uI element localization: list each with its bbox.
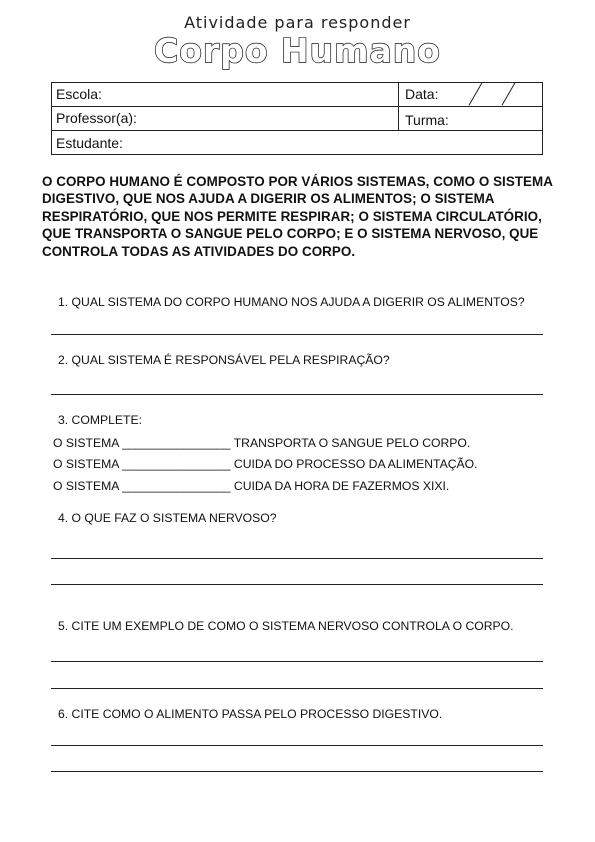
answer-line[interactable] [51, 334, 543, 335]
table-divider [52, 106, 542, 107]
date-separator [502, 82, 516, 105]
answer-line[interactable] [51, 394, 543, 395]
table-divider [398, 83, 399, 130]
question-2: 2. QUAL SISTEMA É RESPONSÁVEL PELA RESPIRAÇÃO? [58, 353, 390, 367]
class-field-label[interactable]: Turma: [405, 112, 449, 128]
question-5: 5. CITE UM EXEMPLO DE COMO O SISTEMA NERVOSO CONTROLA O CORPO. [58, 619, 514, 633]
question-4: 4. O QUE FAZ O SISTEMA NERVOSO? [58, 511, 277, 525]
question-6: 6. CITE COMO O ALIMENTO PASSA PELO PROCESSO DIGESTIVO. [58, 707, 443, 721]
student-field-label[interactable]: Estudante: [56, 135, 123, 151]
answer-line[interactable] [51, 688, 543, 689]
answer-line[interactable] [51, 771, 543, 772]
teacher-field-label[interactable]: Professor(a): [56, 110, 137, 126]
table-divider [52, 130, 542, 131]
question-3: 3. COMPLETE: [58, 413, 142, 427]
answer-line[interactable] [51, 745, 543, 746]
answer-line[interactable] [51, 584, 543, 585]
school-field-label[interactable]: Escola: [56, 86, 102, 102]
date-field-label[interactable]: Data: [405, 86, 439, 102]
complete-sentence[interactable]: O SISTEMA ________________ CUIDA DA HORA DE FAZERMOS XIXI. [53, 479, 450, 493]
complete-sentence[interactable]: O SISTEMA ________________ TRANSPORTA O SANGUE PELO CORPO. [53, 436, 471, 450]
question-1: 1. QUAL SISTEMA DO CORPO HUMANO NOS AJUDA A DIGERIR OS ALIMENTOS? [58, 295, 525, 309]
answer-line[interactable] [51, 661, 543, 662]
date-separator [469, 82, 483, 105]
intro-paragraph: O CORPO HUMANO É COMPOSTO POR VÁRIOS SISTEMAS, COMO O SISTEMA DIGESTIVO, QUE NOS AJUDA A DIGERIR OS ALIMENTOS; O SISTEMA RESPIRATÓRIO, QUE NOS PERMITE RESPIRAR; O SISTEMA CIRCULATÓRIO, QUE TRANSPORTA O SANGUE PELO CORPO; E O SISTEMA NERVOSO, QUE CONTROLA TODAS AS ATIVIDADES DO CORPO. [42, 174, 553, 259]
complete-sentence[interactable]: O SISTEMA ________________ CUIDA DO PROCESSO DA ALIMENTAÇÃO. [53, 457, 478, 471]
worksheet-title: Corpo Humano [154, 31, 441, 70]
worksheet-subtitle: Atividade para responder [184, 13, 411, 32]
student-info-table [51, 82, 543, 155]
answer-line[interactable] [51, 558, 543, 559]
